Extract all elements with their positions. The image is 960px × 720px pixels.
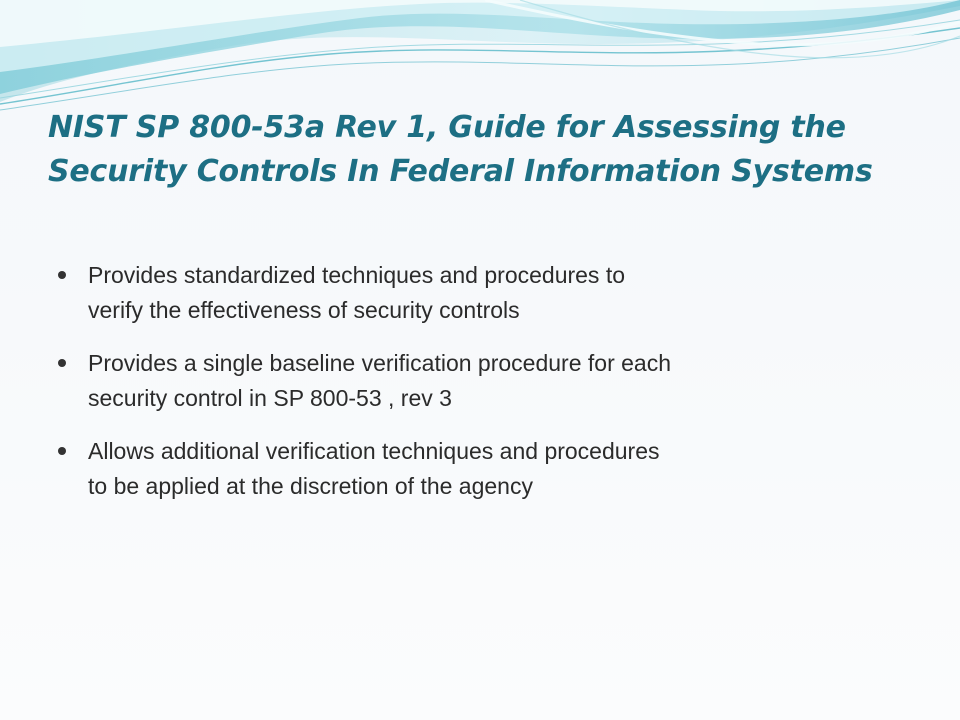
bullet-icon [58,271,66,279]
bullet-text-line: security control in SP 800-53 , rev 3 [88,385,452,411]
bullet-text-line: Provides standardized techniques and procedures to [88,262,626,288]
bullet-text-line: to be applied at the discretion of the agency [88,473,533,499]
bullet-text-line: verify the effectiveness of security controls [88,297,520,323]
bullet-item [58,346,908,416]
slide-title [48,106,928,194]
bullet-item [58,258,908,328]
bullet-list [58,258,908,522]
bullet-icon [58,359,66,367]
slide-title-line: Security Controls In Federal Information Systems [48,154,873,189]
bullet-text-line: Provides a single baseline verification procedure for each [88,350,671,376]
bullet-item [58,434,908,504]
bullet-text-line: Allows additional verification techniques and procedures [88,438,660,464]
bullet-icon [58,447,66,455]
slide-title-line: NIST SP 800-53a Rev 1, Guide for Assessing the [48,110,846,145]
